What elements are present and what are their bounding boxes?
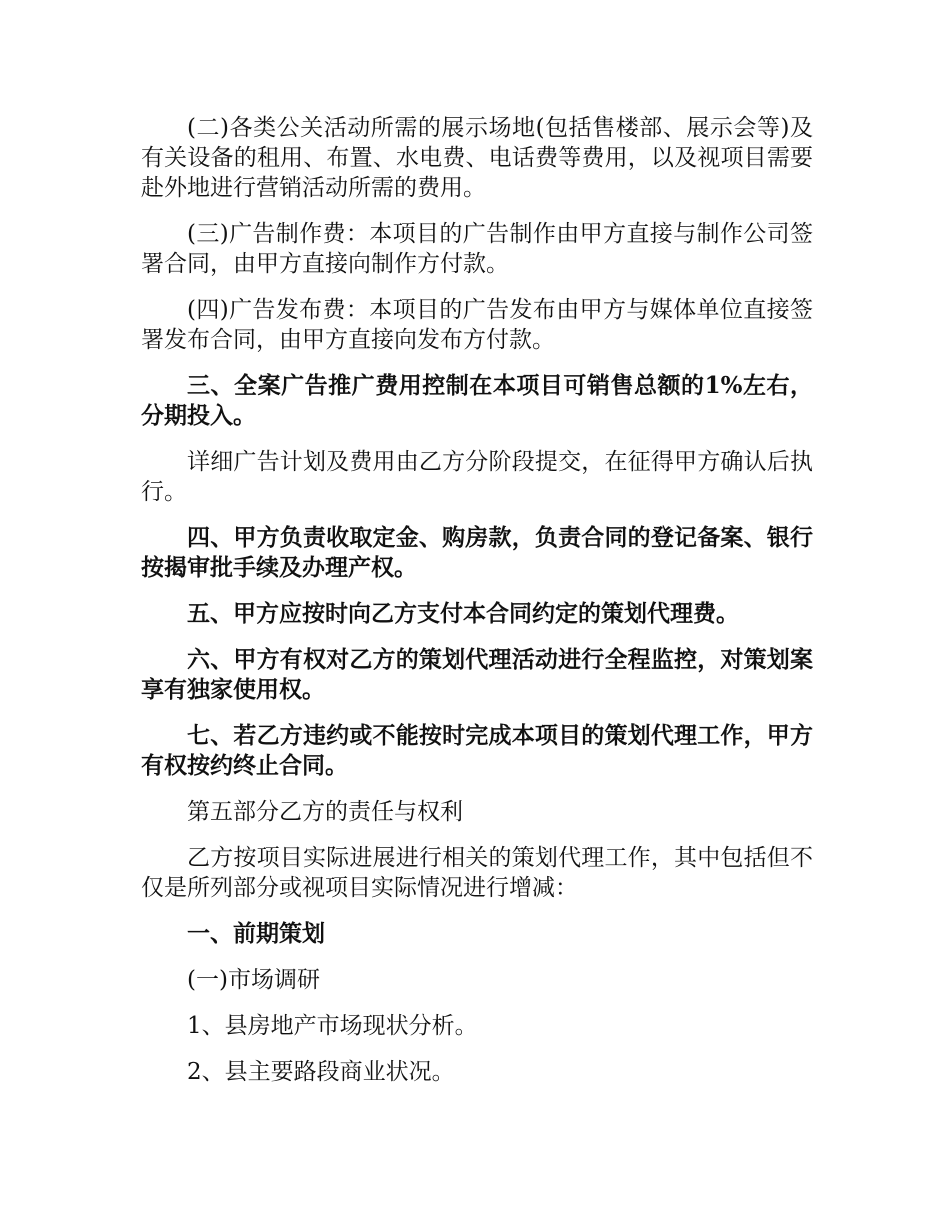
heading-party-a-collection: 四、甲方负责收取定金、购房款，负责合同的登记备案、银行按揭审批手续及办理产权。 <box>141 524 813 581</box>
heading-party-a-monitoring: 六、甲方有权对乙方的策划代理活动进行全程监控，对策划案享有独家使用权。 <box>141 646 813 703</box>
paragraph-ad-production-fee: (三)广告制作费：本项目的广告制作由甲方直接与制作公司签署合同，由甲方直接向制作方付款。 <box>141 221 813 277</box>
heading-ad-budget-control: 三、全案广告推广费用控制在本项目可销售总额的1%左右，分期投入。 <box>141 372 813 429</box>
heading-party-a-payment: 五、甲方应按时向乙方支付本合同约定的策划代理费。 <box>187 600 739 627</box>
heading-party-a-termination: 七、若乙方违约或不能按时完成本项目的策划代理工作，甲方有权按约终止合同。 <box>141 722 813 779</box>
section-title-part-five: 第五部分乙方的责任与权利 <box>187 799 463 825</box>
paragraph-ad-publishing-fee: (四)广告发布费：本项目的广告发布由甲方与媒体单位直接签署发布合同，由甲方直接向发布方付款。 <box>141 297 813 353</box>
document-body <box>141 113 813 1103</box>
subheading-market-research: (一)市场调研 <box>187 967 320 993</box>
heading-preliminary-planning: 一、前期策划 <box>187 920 325 947</box>
list-item-road-commerce: 2、县主要路段商业状况。 <box>187 1059 455 1085</box>
paragraph-party-b-work-scope: 乙方按项目实际进展进行相关的策划代理工作，其中包括但不仅是所列部分或视项目实际情况进行增减： <box>141 845 813 901</box>
paragraph-ad-plan-submission: 详细广告计划及费用由乙方分阶段提交，在征得甲方确认后执行。 <box>141 449 813 505</box>
paragraph-public-relations-venue: (二)各类公关活动所需的展示场地(包括售楼部、展示会等)及有关设备的租用、布置、水电费、电话费等费用，以及视项目需要赴外地进行营销活动所需的费用。 <box>141 115 813 201</box>
list-item-market-analysis: 1、县房地产市场现状分析。 <box>187 1013 478 1039</box>
